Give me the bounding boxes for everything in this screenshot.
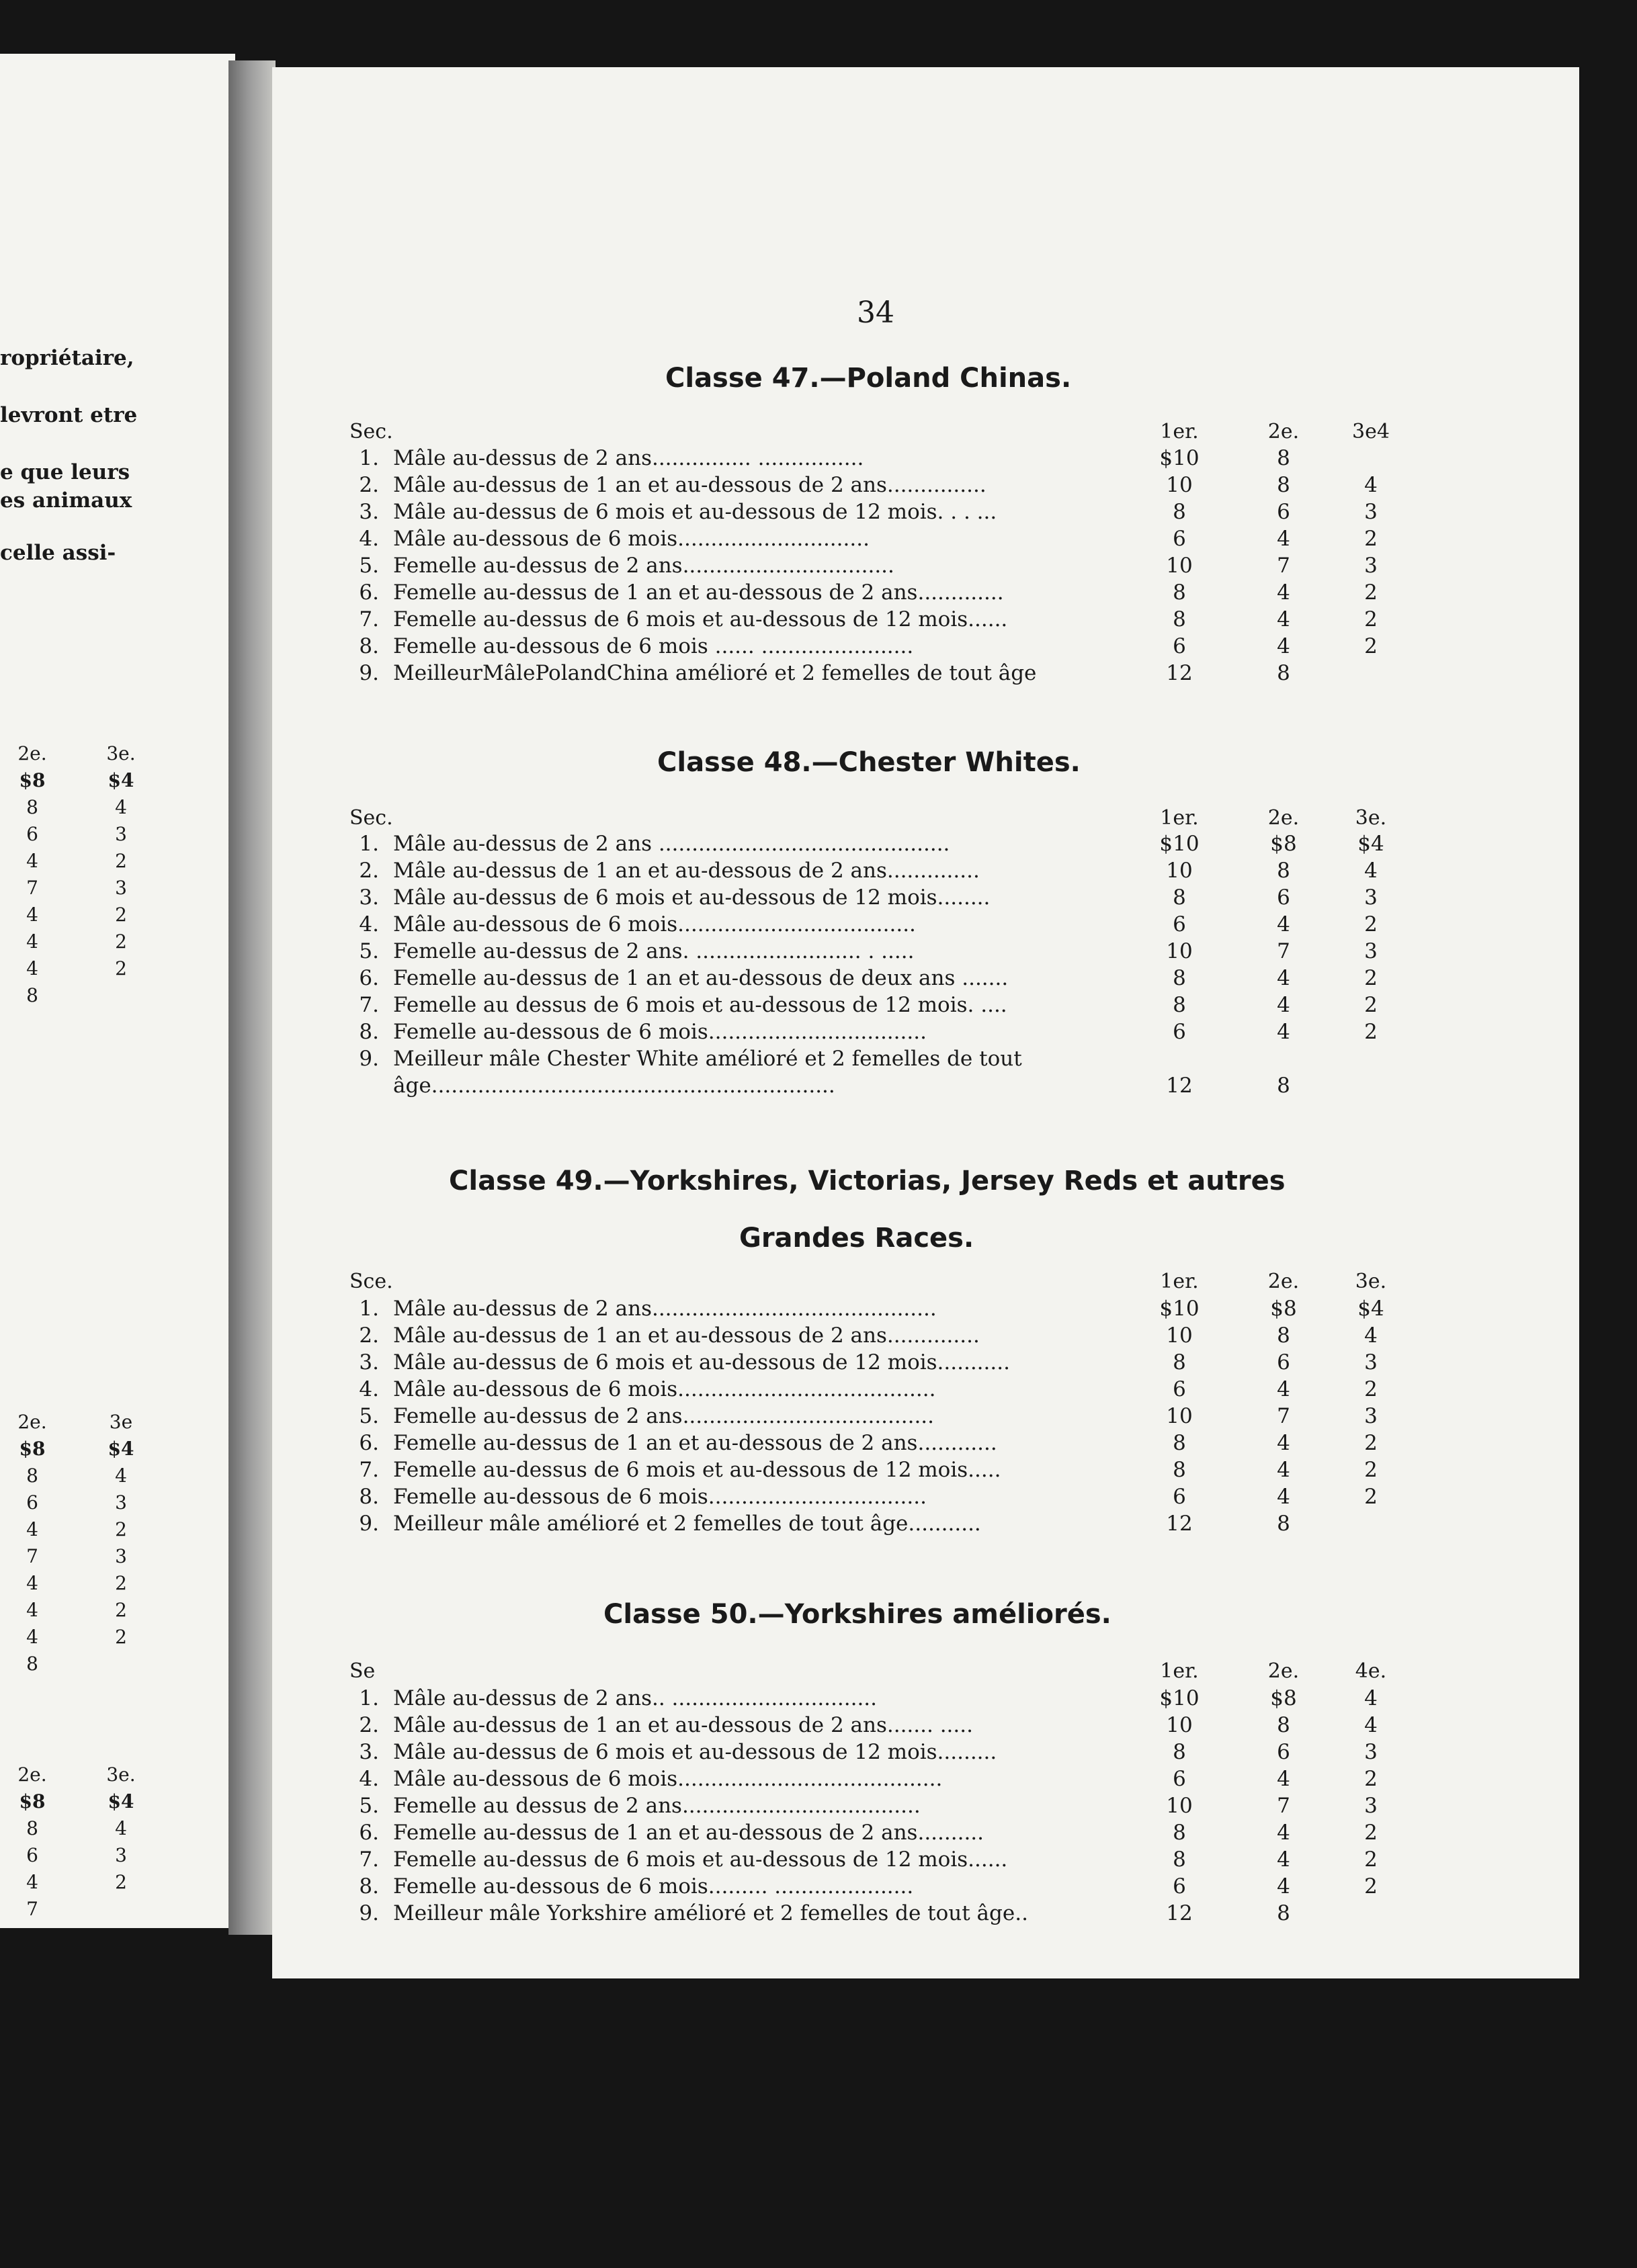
left-column-value: 2: [115, 904, 127, 926]
prize-row: [0, 1901, 1637, 1928]
second-prize: 8: [1277, 1901, 1290, 1925]
row-description: Femelle au-dessus de 6 mois et au-dessous de 12 mois.....: [393, 1458, 1001, 1482]
first-prize: $10: [1159, 446, 1200, 470]
left-column-value: 4: [26, 930, 38, 953]
third-prize: 4: [1364, 1713, 1378, 1737]
row-number: 3.: [359, 500, 379, 524]
second-prize: 8: [1277, 859, 1290, 883]
third-prize: 2: [1364, 1431, 1378, 1455]
left-column-value: 4: [115, 1817, 127, 1839]
prize-row: [0, 1821, 1637, 1847]
first-prize: 10: [1166, 1404, 1193, 1428]
left-column-value: 6: [26, 823, 38, 845]
row-number: 3.: [359, 885, 379, 910]
prize-column-header: 3e4: [1352, 420, 1390, 443]
third-prize: 2: [1364, 580, 1378, 605]
left-column-header: 2e.: [17, 742, 47, 765]
first-prize: 8: [1173, 607, 1186, 631]
first-prize: 10: [1166, 859, 1193, 883]
row-description: Mâle au-dessus de 1 an et au-dessous de 2 ans..............: [393, 1323, 980, 1348]
first-prize: 8: [1173, 1458, 1186, 1482]
left-column-header: 2e.: [17, 1763, 47, 1786]
row-number: 7.: [359, 607, 379, 631]
third-prize: 4: [1364, 1686, 1378, 1710]
row-number: 1.: [359, 446, 379, 470]
row-description: Femelle au-dessous de 6 mois......... .....................: [393, 1874, 914, 1899]
row-description: Femelle au-dessous de 6 mois ...... .......................: [393, 634, 914, 658]
prize-row: [0, 473, 1637, 500]
row-number: 2.: [359, 1713, 379, 1737]
left-column-value: 8: [26, 1653, 38, 1675]
left-column-header: 3e.: [106, 742, 136, 765]
prize-row: [0, 1350, 1637, 1377]
row-description: Mâle au-dessus de 6 mois et au-dessous de 12 mois........: [393, 885, 991, 910]
second-prize: $8: [1270, 1297, 1297, 1321]
left-column-value: 4: [26, 957, 38, 979]
left-column-value: 7: [26, 877, 38, 899]
second-prize: 4: [1277, 1431, 1290, 1455]
class-title: Classe 49.—Yorkshires, Victorias, Jersey Reds et autres: [449, 1166, 1286, 1196]
row-number: 1.: [359, 832, 379, 856]
row-number: 1.: [359, 1686, 379, 1710]
row-description: Mâle au-dessous de 6 mois.......................................: [393, 1377, 936, 1401]
left-column-value: 2: [115, 957, 127, 979]
second-prize: 8: [1277, 1512, 1290, 1536]
prize-row: [0, 859, 1637, 885]
second-prize: 4: [1277, 580, 1290, 605]
prize-row: [0, 1297, 1637, 1323]
left-column-value: 6: [26, 1844, 38, 1866]
third-prize: 3: [1364, 554, 1378, 578]
left-column-value: 8: [26, 1465, 38, 1487]
first-prize: 12: [1166, 1512, 1193, 1536]
first-prize: 8: [1173, 1821, 1186, 1845]
left-column-header: 3e: [109, 1411, 133, 1433]
second-prize: 6: [1277, 500, 1290, 524]
left-column-value: 3: [115, 823, 127, 845]
second-prize: $8: [1270, 1686, 1297, 1710]
class-title: Classe 50.—Yorkshires améliorés.: [603, 1599, 1111, 1630]
section-label: Sec.: [349, 420, 393, 443]
second-prize: 8: [1277, 661, 1290, 685]
first-prize: 12: [1166, 661, 1193, 685]
third-prize: 2: [1364, 1020, 1378, 1044]
left-column-value: 4: [115, 796, 127, 818]
first-prize: 10: [1166, 473, 1193, 497]
row-description: Femelle au-dessus de 1 an et au-dessous de 2 ans.............: [393, 580, 1004, 605]
second-prize: 4: [1277, 993, 1290, 1017]
row-number: 9.: [359, 1047, 379, 1071]
row-number: 9.: [359, 1901, 379, 1925]
second-prize: 4: [1277, 1020, 1290, 1044]
second-prize: 8: [1277, 1713, 1290, 1737]
prize-row: [0, 446, 1637, 473]
left-column-value: 4: [26, 1599, 38, 1621]
third-prize: 4: [1364, 1323, 1378, 1348]
row-number: 5.: [359, 1794, 379, 1818]
prize-row: [0, 939, 1637, 966]
third-prize: 3: [1364, 1404, 1378, 1428]
prize-row: [0, 1020, 1637, 1047]
left-column-value: 4: [26, 850, 38, 872]
prize-row: [0, 1512, 1637, 1538]
second-prize: 4: [1277, 912, 1290, 936]
left-column-value: $8: [19, 769, 46, 791]
first-prize: $10: [1159, 1686, 1200, 1710]
row-description: Femelle au-dessus de 1 an et au-dessous de deux ans .......: [393, 966, 1009, 990]
second-prize: 8: [1277, 473, 1290, 497]
second-prize: 4: [1277, 607, 1290, 631]
row-description: Femelle au-dessus de 1 an et au-dessous de 2 ans............: [393, 1431, 997, 1455]
third-prize: 4: [1364, 859, 1378, 883]
third-prize: 3: [1364, 1794, 1378, 1818]
prize-row: [0, 1074, 1637, 1100]
row-number: 9.: [359, 661, 379, 685]
row-number: 8.: [359, 1874, 379, 1899]
left-column-value: 6: [26, 1491, 38, 1514]
row-number: 9.: [359, 1512, 379, 1536]
first-prize: 6: [1173, 1020, 1186, 1044]
first-prize: 6: [1173, 527, 1186, 551]
row-number: 2.: [359, 1323, 379, 1348]
first-prize: 8: [1173, 993, 1186, 1017]
first-prize: 6: [1173, 912, 1186, 936]
second-prize: 4: [1277, 966, 1290, 990]
second-prize: 8: [1277, 1323, 1290, 1348]
prize-column-header: 2e.: [1267, 420, 1300, 443]
first-prize: 6: [1173, 634, 1186, 658]
third-prize: 3: [1364, 939, 1378, 963]
prize-row: [0, 607, 1637, 634]
first-prize: 6: [1173, 1767, 1186, 1791]
second-prize: 4: [1277, 634, 1290, 658]
first-prize: 6: [1173, 1377, 1186, 1401]
prize-row: [0, 885, 1637, 912]
row-description: Mâle au-dessus de 6 mois et au-dessous de 12 mois. . . ...: [393, 500, 997, 524]
row-description: Meilleur mâle Chester White amélioré et 2 femelles de tout: [393, 1047, 1022, 1071]
first-prize: 6: [1173, 1485, 1186, 1509]
prize-column-header: 1er.: [1160, 420, 1199, 443]
prize-column-header: 1er.: [1160, 1659, 1199, 1683]
row-number: 4.: [359, 1377, 379, 1401]
second-prize: 4: [1277, 527, 1290, 551]
section-label: Sce.: [349, 1270, 393, 1293]
row-description: Mâle au-dessus de 1 an et au-dessous de 2 ans..............: [393, 859, 980, 883]
prize-row: [0, 527, 1637, 554]
first-prize: 8: [1173, 1740, 1186, 1764]
prize-column-header: 1er.: [1160, 1270, 1199, 1293]
prize-column-header: 4e.: [1355, 1659, 1387, 1683]
first-prize: 8: [1173, 500, 1186, 524]
prize-row: [0, 1794, 1637, 1821]
row-description: Mâle au-dessus de 1 an et au-dessous de 2 ans....... .....: [393, 1713, 973, 1737]
second-prize: 6: [1277, 885, 1290, 910]
third-prize: 2: [1364, 1377, 1378, 1401]
left-column-value: 8: [26, 1817, 38, 1839]
left-column-value: 3: [115, 1844, 127, 1866]
prize-row: [0, 1485, 1637, 1512]
left-column-value: 2: [115, 930, 127, 953]
row-description: Femelle au-dessus de 2 ans. ......................... . .....: [393, 939, 915, 963]
row-number: 4.: [359, 912, 379, 936]
class-title: Classe 47.—Poland Chinas.: [665, 363, 1072, 394]
prize-row: [0, 1847, 1637, 1874]
second-prize: 4: [1277, 1767, 1290, 1791]
prize-row: [0, 1323, 1637, 1350]
row-number: 3.: [359, 1740, 379, 1764]
left-column-value: $4: [108, 769, 134, 791]
left-column-value: 2: [115, 1871, 127, 1893]
left-page-line: es animaux: [0, 488, 132, 513]
first-prize: 8: [1173, 966, 1186, 990]
prize-column-header: 3e.: [1355, 1270, 1387, 1293]
row-number: 2.: [359, 859, 379, 883]
left-page-line: levront etre: [0, 403, 138, 427]
left-column-value: 2: [115, 850, 127, 872]
left-column-value: $8: [19, 1790, 46, 1813]
left-column-value: 4: [26, 1572, 38, 1594]
left-column-value: 4: [26, 1518, 38, 1540]
first-prize: 8: [1173, 580, 1186, 605]
prize-row: [0, 1458, 1637, 1485]
row-description: Mâle au-dessus de 6 mois et au-dessous de 12 mois.........: [393, 1740, 997, 1764]
row-number: 8.: [359, 634, 379, 658]
row-description: Femelle au-dessus de 1 an et au-dessous de 2 ans..........: [393, 1821, 984, 1845]
prize-row: [0, 634, 1637, 661]
second-prize: 4: [1277, 1847, 1290, 1872]
page-number: 34: [857, 296, 894, 330]
class-subtitle: Grandes Races.: [739, 1223, 974, 1254]
row-number: 6.: [359, 1821, 379, 1845]
row-description: Femelle au-dessus de 2 ans................................: [393, 554, 894, 578]
prize-row: [0, 1874, 1637, 1901]
left-column-value: 3: [115, 877, 127, 899]
prize-row: [0, 1767, 1637, 1794]
second-prize: 4: [1277, 1458, 1290, 1482]
left-column-value: 8: [26, 796, 38, 818]
third-prize: 2: [1364, 1874, 1378, 1899]
left-column-value: 2: [115, 1626, 127, 1648]
third-prize: 2: [1364, 527, 1378, 551]
left-column-value: $4: [108, 1438, 134, 1460]
row-number: 6.: [359, 966, 379, 990]
prize-row: [0, 1740, 1637, 1767]
first-prize: $10: [1159, 1297, 1200, 1321]
prize-column-header: 2e.: [1267, 806, 1300, 830]
third-prize: 2: [1364, 634, 1378, 658]
third-prize: 2: [1364, 1821, 1378, 1845]
first-prize: 8: [1173, 1431, 1186, 1455]
third-prize: 3: [1364, 885, 1378, 910]
second-prize: 6: [1277, 1350, 1290, 1375]
prize-row: [0, 500, 1637, 527]
second-prize: 4: [1277, 1485, 1290, 1509]
section-label: Se: [349, 1659, 376, 1683]
row-number: 4.: [359, 1767, 379, 1791]
first-prize: 10: [1166, 939, 1193, 963]
prize-row: [0, 912, 1637, 939]
prize-row: [0, 1686, 1637, 1713]
row-number: 1.: [359, 1297, 379, 1321]
prize-row: [0, 580, 1637, 607]
prize-row: [0, 1404, 1637, 1431]
first-prize: 10: [1166, 1323, 1193, 1348]
first-prize: 10: [1166, 1794, 1193, 1818]
third-prize: 2: [1364, 912, 1378, 936]
second-prize: 4: [1277, 1821, 1290, 1845]
left-column-value: 8: [26, 984, 38, 1006]
row-description: Femelle au-dessus de 6 mois et au-dessous de 12 mois......: [393, 1847, 1008, 1872]
prize-column-header: 3e.: [1355, 806, 1387, 830]
row-description: Mâle au-dessus de 6 mois et au-dessous de 12 mois...........: [393, 1350, 1010, 1375]
third-prize: $4: [1357, 1297, 1384, 1321]
second-prize: $8: [1270, 832, 1297, 856]
row-description: Femelle au-dessous de 6 mois.................................: [393, 1485, 927, 1509]
prize-column-header: 1er.: [1160, 806, 1199, 830]
prize-column-header: 2e.: [1267, 1659, 1300, 1683]
third-prize: 2: [1364, 993, 1378, 1017]
row-number: 8.: [359, 1020, 379, 1044]
third-prize: 4: [1364, 473, 1378, 497]
left-page-line: celle assi-: [0, 541, 116, 565]
row-number: 6.: [359, 1431, 379, 1455]
third-prize: 2: [1364, 1767, 1378, 1791]
left-column-value: $4: [108, 1790, 134, 1813]
row-number: 5.: [359, 939, 379, 963]
row-description: âge.............................................................: [393, 1074, 835, 1098]
prize-row: [0, 966, 1637, 993]
left-column-value: 2: [115, 1572, 127, 1594]
row-description: Femelle au-dessous de 6 mois.................................: [393, 1020, 927, 1044]
first-prize: 8: [1173, 1847, 1186, 1872]
row-description: Mâle au-dessous de 6 mois....................................: [393, 912, 916, 936]
third-prize: 2: [1364, 1458, 1378, 1482]
left-column-value: 2: [115, 1518, 127, 1540]
first-prize: 12: [1166, 1901, 1193, 1925]
second-prize: 7: [1277, 939, 1290, 963]
row-description: Meilleur mâle amélioré et 2 femelles de tout âge...........: [393, 1512, 981, 1536]
prize-row: [0, 1431, 1637, 1458]
prize-row: [0, 832, 1637, 859]
second-prize: 4: [1277, 1874, 1290, 1899]
third-prize: 2: [1364, 966, 1378, 990]
left-column-value: 4: [26, 1871, 38, 1893]
row-number: 4.: [359, 527, 379, 551]
row-description: Mâle au-dessus de 1 an et au-dessous de 2 ans...............: [393, 473, 987, 497]
row-number: 8.: [359, 1485, 379, 1509]
row-description: Mâle au-dessous de 6 mois.............................: [393, 527, 870, 551]
row-number: 3.: [359, 1350, 379, 1375]
row-number: 7.: [359, 1458, 379, 1482]
left-column-value: 4: [26, 1626, 38, 1648]
third-prize: 2: [1364, 1485, 1378, 1509]
row-description: Mâle au-dessus de 2 ans ............................................: [393, 832, 950, 856]
prize-row: [0, 1713, 1637, 1740]
left-column-value: 4: [26, 904, 38, 926]
second-prize: 6: [1277, 1740, 1290, 1764]
prize-row: [0, 1047, 1637, 1074]
third-prize: 2: [1364, 607, 1378, 631]
row-number: 2.: [359, 473, 379, 497]
third-prize: 3: [1364, 1350, 1378, 1375]
left-column-value: $8: [19, 1438, 46, 1460]
third-prize: 3: [1364, 500, 1378, 524]
row-number: 5.: [359, 1404, 379, 1428]
left-page-line: e que leurs: [0, 460, 130, 484]
class-title: Classe 48.—Chester Whites.: [657, 747, 1081, 778]
prize-row: [0, 993, 1637, 1020]
first-prize: 8: [1173, 1350, 1186, 1375]
second-prize: 4: [1277, 1377, 1290, 1401]
third-prize: 3: [1364, 1740, 1378, 1764]
first-prize: 8: [1173, 885, 1186, 910]
left-column-value: 4: [115, 1465, 127, 1487]
prize-column-header: 2e.: [1267, 1270, 1300, 1293]
row-number: 7.: [359, 993, 379, 1017]
left-column-value: 2: [115, 1599, 127, 1621]
left-column-header: 3e.: [106, 1763, 136, 1786]
first-prize: 10: [1166, 1713, 1193, 1737]
left-column-header: 2e.: [17, 1411, 47, 1433]
first-prize: 6: [1173, 1874, 1186, 1899]
row-description: Mâle au-dessus de 2 ans...........................................: [393, 1297, 937, 1321]
first-prize: 12: [1166, 1074, 1193, 1098]
row-description: Femelle au dessus de 6 mois et au-dessous de 12 mois. ....: [393, 993, 1007, 1017]
second-prize: 7: [1277, 1404, 1290, 1428]
prize-row: [0, 661, 1637, 688]
third-prize: $4: [1357, 832, 1384, 856]
row-description: Mâle au-dessus de 2 ans............... ................: [393, 446, 864, 470]
second-prize: 7: [1277, 1794, 1290, 1818]
prize-row: [0, 554, 1637, 580]
left-column-value: 7: [26, 1898, 38, 1920]
left-page-line: ropriétaire,: [0, 346, 134, 370]
left-column-value: 7: [26, 1545, 38, 1567]
row-number: 5.: [359, 554, 379, 578]
first-prize: 10: [1166, 554, 1193, 578]
second-prize: 7: [1277, 554, 1290, 578]
row-description: Mâle au-dessus de 2 ans.. ...............................: [393, 1686, 878, 1710]
row-description: Femelle au-dessus de 6 mois et au-dessous de 12 mois......: [393, 607, 1008, 631]
second-prize: 8: [1277, 446, 1290, 470]
left-column-value: 3: [115, 1545, 127, 1567]
prize-row: [0, 1377, 1637, 1404]
first-prize: $10: [1159, 832, 1200, 856]
row-description: MeilleurMâlePolandChina amélioré et 2 femelles de tout âge: [393, 661, 1037, 685]
section-label: Sec.: [349, 806, 393, 830]
third-prize: 2: [1364, 1847, 1378, 1872]
row-description: Mâle au-dessous de 6 mois........................................: [393, 1767, 943, 1791]
row-number: 7.: [359, 1847, 379, 1872]
row-number: 6.: [359, 580, 379, 605]
row-description: Femelle au dessus de 2 ans....................................: [393, 1794, 921, 1818]
row-description: Meilleur mâle Yorkshire amélioré et 2 femelles de tout âge..: [393, 1901, 1028, 1925]
left-column-value: 3: [115, 1491, 127, 1514]
row-description: Femelle au-dessus de 2 ans......................................: [393, 1404, 935, 1428]
second-prize: 8: [1277, 1074, 1290, 1098]
